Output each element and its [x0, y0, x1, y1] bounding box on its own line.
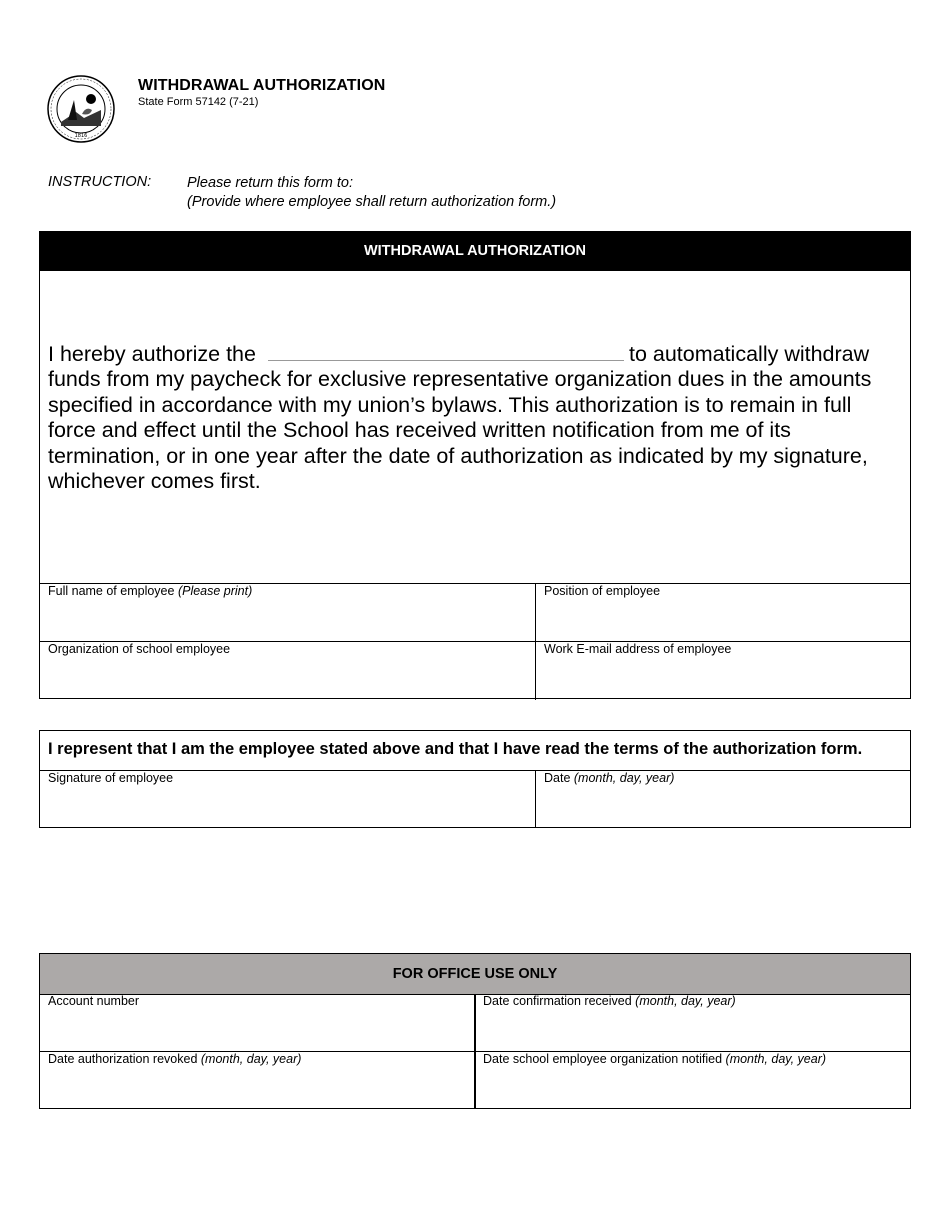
signature-statement: I represent that I am the employee stated above and that I have read the terms of the authorization form.	[48, 740, 863, 758]
confirmation-date-field[interactable]	[483, 994, 736, 1008]
confirmation-date-label: Date confirmation received	[483, 994, 632, 1008]
instruction-text	[187, 174, 556, 212]
form-number: State Form 57142 (7-21)	[138, 96, 259, 108]
revoked-date-label: Date authorization revoked	[48, 1052, 198, 1066]
authorization-section	[39, 231, 911, 699]
organization-label: Organization of school employee	[48, 642, 231, 656]
position-field[interactable]	[544, 584, 660, 598]
confirmation-date-hint: (month, day, year)	[635, 994, 736, 1008]
signature-row	[40, 770, 910, 827]
notified-date-label: Date school employee organization notified	[483, 1052, 723, 1066]
authorization-statement	[48, 340, 888, 494]
signature-field[interactable]	[48, 771, 173, 785]
state-seal-icon	[46, 74, 116, 144]
authorization-header: WITHDRAWAL AUTHORIZATION	[40, 232, 910, 271]
full-name-field[interactable]	[48, 584, 252, 598]
office-row-2	[40, 1051, 910, 1108]
instruction-line-2: (Provide where employee shall return authorization form.)	[187, 194, 557, 210]
revoked-date-hint: (month, day, year)	[200, 1052, 302, 1066]
form-title: WITHDRAWAL AUTHORIZATION	[138, 77, 386, 94]
authorization-text-before: I hereby authorize the	[48, 342, 256, 366]
full-name-label: Full name of employee	[48, 584, 175, 598]
office-use-section	[39, 953, 911, 1109]
full-name-hint: (Please print)	[177, 584, 253, 598]
instruction-label: INSTRUCTION:	[48, 174, 152, 190]
organization-field[interactable]	[48, 642, 230, 656]
email-label: Work E-mail address of employee	[544, 642, 732, 656]
office-use-header: FOR OFFICE USE ONLY	[40, 954, 910, 995]
signature-section	[39, 730, 911, 828]
account-number-field[interactable]	[48, 994, 139, 1008]
office-row-1	[40, 994, 910, 1051]
organization-blank-field[interactable]	[268, 340, 624, 361]
employee-row-2	[40, 641, 910, 700]
revoked-date-field[interactable]	[48, 1052, 301, 1066]
notified-date-hint: (month, day, year)	[725, 1052, 827, 1066]
svg-text:1816: 1816	[74, 133, 88, 139]
employee-row-1	[40, 583, 910, 642]
date-label: Date	[544, 771, 571, 785]
instruction-line-1: Please return this form to:	[187, 175, 354, 191]
signature-label: Signature of employee	[48, 771, 174, 785]
authorization-text-after: to automatically withdraw funds from my paycheck for exclusive representative organization dues in the amounts specified in accordance with my union’s bylaws. This authorization is to remain in full force and effect until the School has received written notification from me of its termination, or in one year after the date of authorization as indicated by my signature, whichever comes first.	[48, 342, 872, 494]
date-field[interactable]	[544, 771, 674, 785]
notified-date-field[interactable]	[483, 1052, 826, 1066]
account-number-label: Account number	[48, 994, 140, 1008]
email-field[interactable]	[544, 642, 731, 656]
date-hint: (month, day, year)	[573, 771, 675, 785]
position-label: Position of employee	[544, 584, 661, 598]
